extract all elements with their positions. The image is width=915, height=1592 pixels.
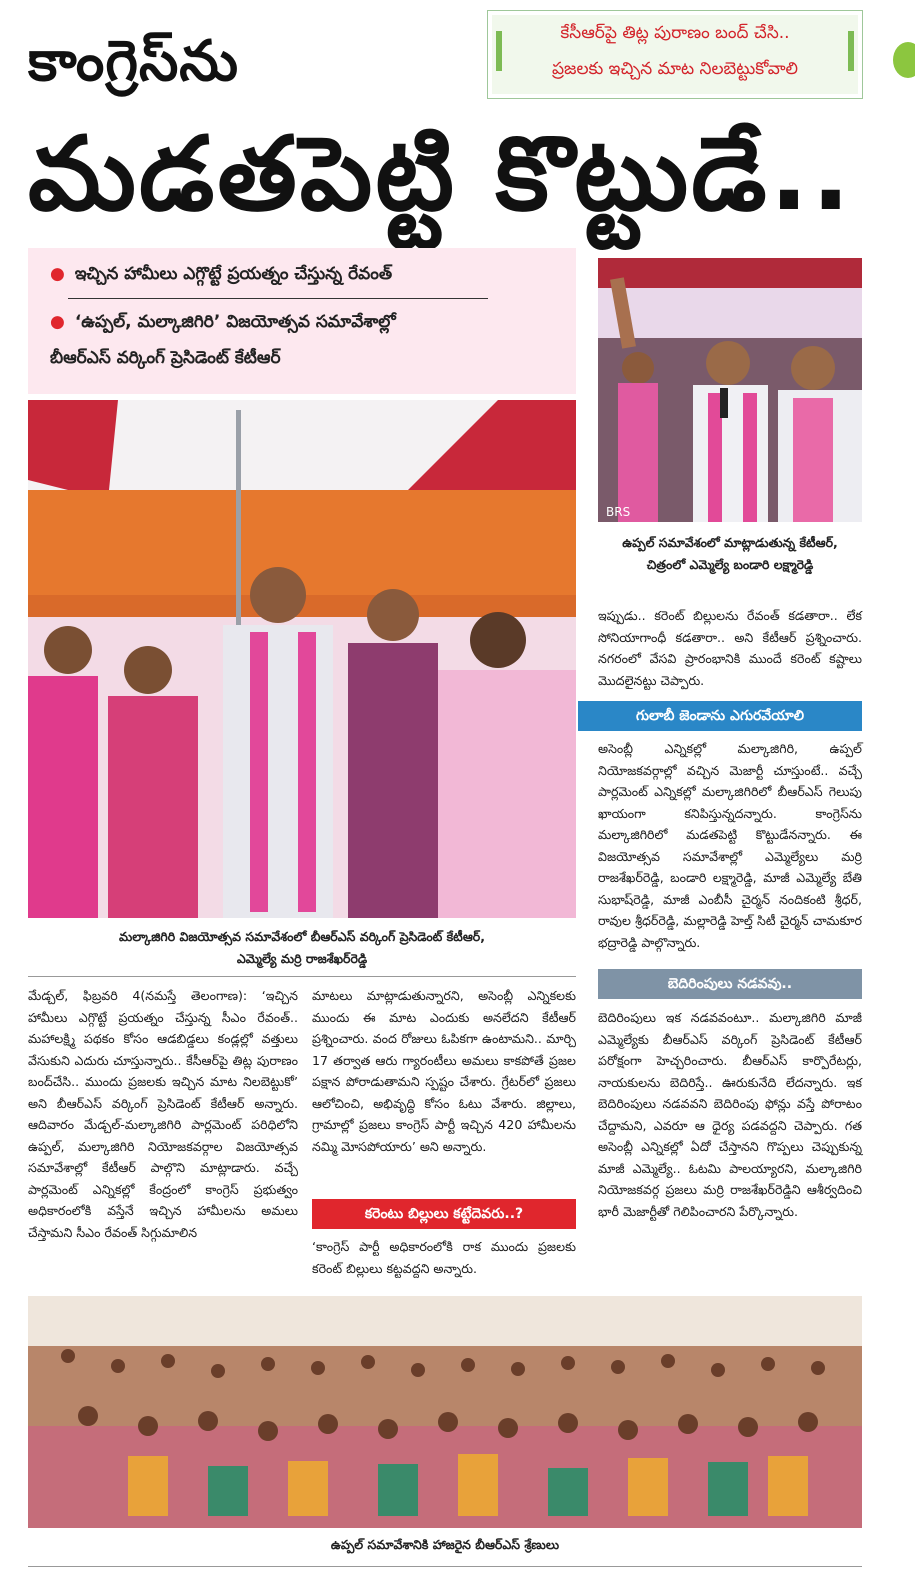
highlight-text: ఇచ్చిన హామీలు ఎగ్గొట్టే ప్రయత్నం చేస్తున్న రేవంత్: [74, 264, 393, 284]
highlight-text: బీఆర్ఎస్ వర్కింగ్ ప్రెసిడెంట్ కేటీఆర్: [50, 348, 281, 368]
side-caption-line-1: ఉప్పల్ సమావేశంలో మాట్లాడుతున్న కేటీఆర్,: [622, 535, 838, 550]
crowd-photo: [28, 1296, 862, 1528]
pull-quote-line-1: కేసీఆర్‌పై తిట్ల పురాణం బంద్ చేసి..: [560, 23, 790, 43]
article-column-left: [28, 985, 298, 1243]
subhead-current: కరెంటు బిల్లులు కట్టేదెవరు..?: [312, 1199, 576, 1229]
crowd-photo-image: [28, 1296, 862, 1528]
article-paragraph: బెదిరింపులు ఇక నడవవంటూ.. మల్కాజిగిరి మాజీ ఎమ్మెల్యేకు బీఆర్ఎస్ వర్కింగ్ ప్రెసిడెంట్ కేటీఆర్ పరోక్షంగా హెచ్చరించారు. బీఆర్ఎస్ కార్పొరేటర్లు, నాయకులను బెదిరిస్తే.. ఊరుకునేది లేదన్నారు. ఇక బెదిరింపులు నడవవని బెదిరింపు ఫోన్లు వస్తే పోరాటం చేద్దామని, ఎవరూ ఆ ధైర్య పడవద్దని చెప్పారు. గత అసెంబ్లీ ఎన్నికల్లో ఏదో చేస్తానని గొప్పలు చెప్పుకున్న మాజీ ఎమ్మెల్యే.. ఓటమి పాలయ్యారని, మల్కాజిగిరి నియోజకవర్గ ప్రజలు మర్రి రాజశేఖర్‌రెడ్డిని ఆశీర్వదించి భారీ మెజార్టీతో గెలిపించారని పేర్కొన్నారు.: [598, 1010, 862, 1219]
article-paragraph: ‘కాంగ్రెస్ పార్టీ అధికారంలోకి రాక ముందు ప్రజలకు కరెంట్ బిల్లులు కట్టవద్దని అన్నారు.: [312, 1239, 576, 1276]
bullet-dot-icon: ●: [50, 312, 65, 332]
article-column-right-mid: [598, 738, 862, 953]
pull-quote-box: [487, 10, 863, 99]
main-photo-caption: [28, 926, 576, 970]
highlight-bullet: [50, 312, 396, 336]
article-column-right-bottom: [598, 1007, 862, 1222]
subhead-threats: బెదిరింపులు నడవవు..: [598, 969, 862, 999]
page-edge-mark: [893, 42, 915, 78]
highlight-bullet-continued: [50, 348, 281, 372]
headline-line-1: కాంగ్రెస్‌ను: [28, 29, 239, 94]
article-paragraph: అసెంబ్లీ ఎన్నికల్లో మల్కాజిగిరి, ఉప్పల్ నియోజకవర్గాల్లో వచ్చిన మెజార్టీ చూస్తుంటే.. వచ్చే పార్లమెంట్ ఎన్నికల్లో మల్కాజిగిరిలో బీఆర్ఎస్ గెలుపు ఖాయంగా కనిపిస్తున్నదన్నారు. కాంగ్రెస్‌ను మల్కాజిగిరిలో మడతపెట్టి కొట్టుడేనన్నారు. ఈ విజయోత్సవ సమావేశాల్లో ఎమ్మెల్యేలు మర్రి రాజశేఖర్‌రెడ్డి, బండారి లక్ష్మారెడ్డి, మాజీ ఎమ్మెల్యే బేతి సుభాష్‌రెడ్డి, మాజీ ఎంబీసీ చైర్మన్ నందికంటి శ్రీధర్, రావుల శ్రీధర్‌రెడ్డి, మల్లారెడ్డి హెల్త్ సిటీ చైర్మన్ చామకూర భద్రారెడ్డి పాల్గొన్నారు.: [598, 741, 862, 950]
headline-line-2: మడతపెట్టి కొట్టుడే..: [28, 115, 854, 234]
highlight-bullet: [50, 264, 392, 288]
side-photo-image: [598, 258, 862, 522]
side-photo-banner-text: BRS: [606, 505, 631, 519]
pull-quote-line-2: ప్రజలకు ఇచ్చిన మాట నిలబెట్టుకోవాలి: [551, 59, 799, 79]
subhead-pink-flag: గులాబీ జెండాను ఎగురవేయాలి: [578, 701, 862, 731]
side-photo: [598, 258, 862, 522]
main-caption-line-2: ఎమ్మెల్యే మర్రి రాజశేఖర్‌రెడ్డి: [236, 951, 368, 966]
bottom-divider: [28, 1566, 862, 1567]
main-caption-line-1: మల్కాజిగిరి విజయోత్సవ సమావేశంలో బీఆర్ఎస్ వర్కింగ్ ప్రెసిడెంట్ కేటీఆర్,: [119, 929, 485, 944]
article-paragraph: ఇప్పుడు.. కరెంట్ బిల్లులను రేవంత్ కడతారా.. లేక సోనియాగాంధీ కడతారా.. అని కేటీఆర్ ప్రశ్నించారు. నగరంలో వేసవి ప్రారంభానికి ముందే కరెంట్ కష్టాలు మొదలైనట్టు చెప్పారు.: [598, 608, 862, 688]
crowd-photo-caption: ఉప్పల్ సమావేశానికి హాజరైన బీఆర్ఎస్ శ్రేణులు: [330, 1537, 560, 1552]
article-column-middle: [312, 985, 576, 1157]
side-photo-caption: [598, 532, 862, 576]
article-column-right-top: [598, 605, 862, 691]
article-paragraph: మాటలు మాట్లాడుతున్నారని, అసెంబ్లీ ఎన్నికలకు ముందు ఈ మాట ఎందుకు అనలేదని కేటీఆర్ ప్రశ్నించారు. వంద రోజులు ఓపికగా ఉంటామని.. మార్చి 17 తర్వాత ఆరు గ్యారంటీలు అమలు కాకపోతే ప్రజల పక్షాన పోరాడుతామని స్పష్టం చేశారు. గ్రేటర్‌లో ప్రజలు ఆలోచించి, అభివృద్ధి కోసం ఓటు వేశారు. జిల్లాలు, గ్రామాల్లో ప్రజలు కాంగ్రెస్ పార్టీ ఇచ్చిన 420 హామీలను నమ్మి మోసపోయారు’ అని అన్నారు.: [312, 988, 576, 1154]
main-photo-image: [28, 400, 576, 918]
highlights-box: [28, 248, 576, 394]
main-photo: [28, 400, 576, 918]
article-column-middle-bottom: [312, 1236, 576, 1279]
article-paragraph: మేడ్చల్, ఫిబ్రవరి 4(నమస్తే తెలంగాణ): ‘ఇచ్చిన హామీలు ఎగ్గొట్టే ప్రయత్నం చేస్తున్న సీఎం రేవంత్.. మహాలక్ష్మి పథకం కోసం ఆడబిడ్డలు కండ్లల్లో వత్తులు వేసుకుని ఎదురు చూస్తున్నారు.. కేసీఆర్‌పై తిట్ల పురాణం బంద్‌చేసి.. ముందు ప్రజలకు ఇచ్చిన మాట నిలబెట్టుకో’ అని బీఆర్ఎస్ వర్కింగ్ ప్రెసిడెంట్ కేటీఆర్ అన్నారు. ఆదివారం మేడ్చల్-మల్కాజిగిరి పార్లమెంట్ పరిధిలోని ఉప్పల్, మల్కాజిగిరి నియోజకవర్గాల విజయోత్సవ సమావేశాల్లో కేటీఆర్ పాల్గొని మాట్లాడారు. వచ్చే పార్లమెంట్ ఎన్నికల్లో కేంద్రంలో కాంగ్రెస్ ప్రభుత్వం అధికారంలోకి వస్తేనే ఇచ్చిన హామీలను అమలు చేస్తామని సీఎం రేవంత్ సిగ్గుమాలిన: [28, 988, 298, 1240]
side-caption-line-2: చిత్రంలో ఎమ్మెల్యే బండారి లక్ష్మారెడ్డి: [646, 557, 814, 572]
highlight-text: ‘ఉప్పల్, మల్కాజిగిరి’ విజయోత్సవ సమావేశాల్లో: [74, 312, 396, 332]
highlight-divider: [68, 298, 488, 299]
bullet-dot-icon: ●: [50, 264, 65, 284]
divider: [28, 976, 576, 977]
